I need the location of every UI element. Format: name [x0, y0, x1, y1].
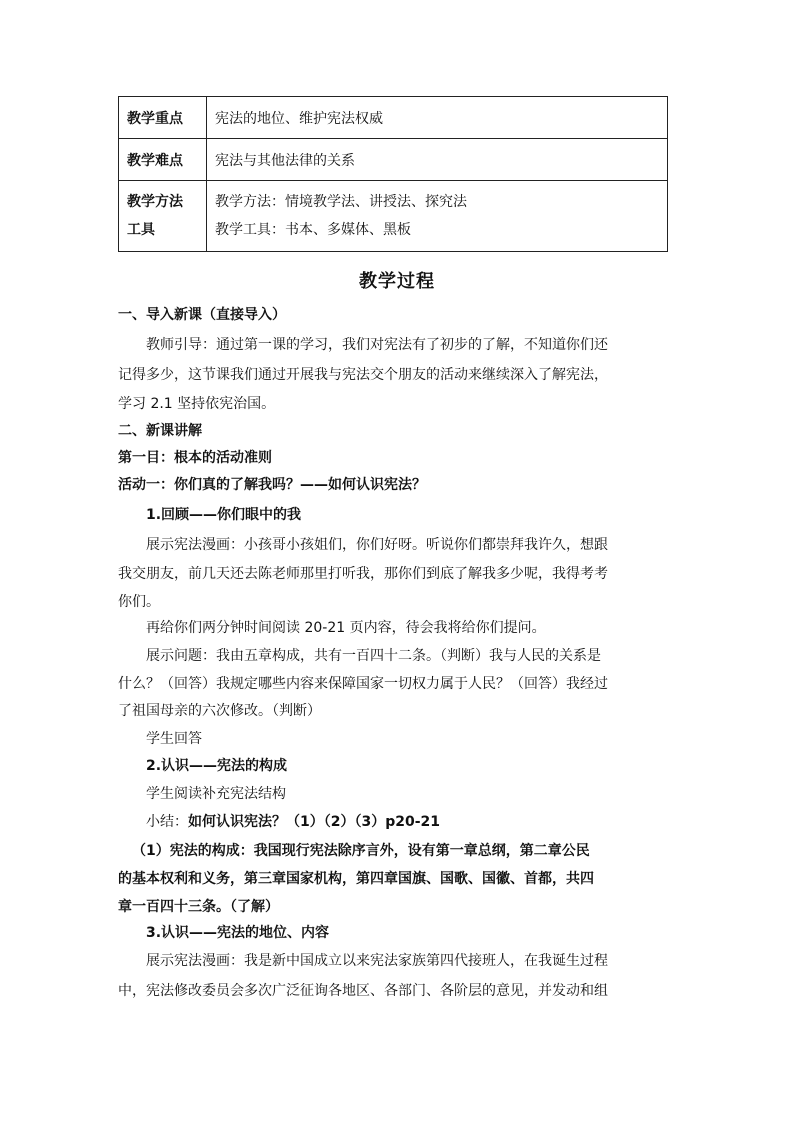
summary-text: 如何认识宪法？（1）（2）（3）p20-21	[188, 814, 441, 830]
paragraph-line: 再给你们两分钟时间阅读 20-21 页内容，待会我将给你们提问。	[146, 620, 546, 636]
step-heading: 2.认识——宪法的构成	[146, 758, 288, 774]
step-heading: 1.回顾——你们眼中的我	[146, 507, 302, 523]
table-row	[119, 181, 668, 252]
table-row	[119, 97, 668, 139]
paragraph-line: 了祖国母亲的六次修改。（判断）	[118, 703, 321, 719]
section-heading: 二、新课讲解	[118, 423, 202, 439]
paragraph-line: 什么？（回答）我规定哪些内容来保障国家一切权力属于人民？（回答）我经过	[118, 676, 608, 692]
row-value-line: 教学工具：书本、多媒体、黑板	[215, 222, 411, 238]
paragraph-line: 教师引导：通过第一课的学习，我们对宪法有了初步的了解，不知道你们还	[146, 337, 608, 353]
row-key-line: 工具	[127, 222, 155, 238]
paragraph-line: 展示宪法漫画：小孩哥小孩姐们，你们好呀。听说你们都崇拜我许久，想跟	[146, 537, 608, 553]
paragraph-line: 的基本权利和义务，第三章国家机构，第四章国旗、国歌、国徽、首都，共四	[118, 871, 594, 887]
activity-heading: 活动一：你们真的了解我吗？——如何认识宪法？	[118, 477, 426, 493]
topic-heading: 第一目：根本的活动准则	[118, 450, 272, 466]
paragraph-line: 学生阅读补充宪法结构	[146, 786, 286, 802]
section-heading: 一、导入新课（直接导入）	[118, 307, 286, 323]
row-value-line: 教学方法：情境教学法、讲授法、探究法	[215, 194, 467, 210]
paragraph-line: 学生回答	[146, 731, 202, 747]
row-key: 教学难点	[119, 139, 207, 181]
process-title: 教学过程	[359, 271, 435, 292]
step-heading: 3.认识——宪法的地位、内容	[146, 925, 330, 941]
paragraph-line: 章一百四十三条。（了解）	[118, 899, 279, 915]
paragraph-line: 展示宪法漫画：我是新中国成立以来宪法家族第四代接班人，在我诞生过程	[146, 953, 608, 969]
row-value	[207, 181, 668, 252]
row-key-line: 教学方法	[127, 194, 183, 210]
summary-line	[146, 811, 678, 831]
summary-label: 小结：	[146, 814, 188, 830]
paragraph-line: 我交朋友，前几天还去陈老师那里打听我，那你们到底了解我多少呢，我得考考	[118, 566, 608, 582]
paragraph-line: 记得多少，这节课我们通过开展我与宪法交个朋友的活动来继续深入了解宪法，	[118, 367, 608, 383]
table-row	[119, 139, 668, 181]
paragraph-line: 你们。	[118, 594, 160, 610]
paragraph-line: 中，宪法修改委员会多次广泛征询各地区、各部门、各阶层的意见，并发动和组	[118, 983, 608, 999]
row-key: 教学重点	[119, 97, 207, 139]
row-value: 宪法的地位、维护宪法权威	[207, 97, 668, 139]
row-key	[119, 181, 207, 252]
row-value: 宪法与其他法律的关系	[207, 139, 668, 181]
lesson-info-table	[118, 96, 668, 252]
paragraph-line: 学习 2.1 坚持依宪治国。	[118, 396, 276, 412]
paragraph-line: 展示问题：我由五章构成，共有一百四十二条。（判断）我与人民的关系是	[146, 648, 601, 664]
paragraph-line: （1）宪法的构成：我国现行宪法除序言外，设有第一章总纲，第二章公民	[132, 843, 590, 859]
